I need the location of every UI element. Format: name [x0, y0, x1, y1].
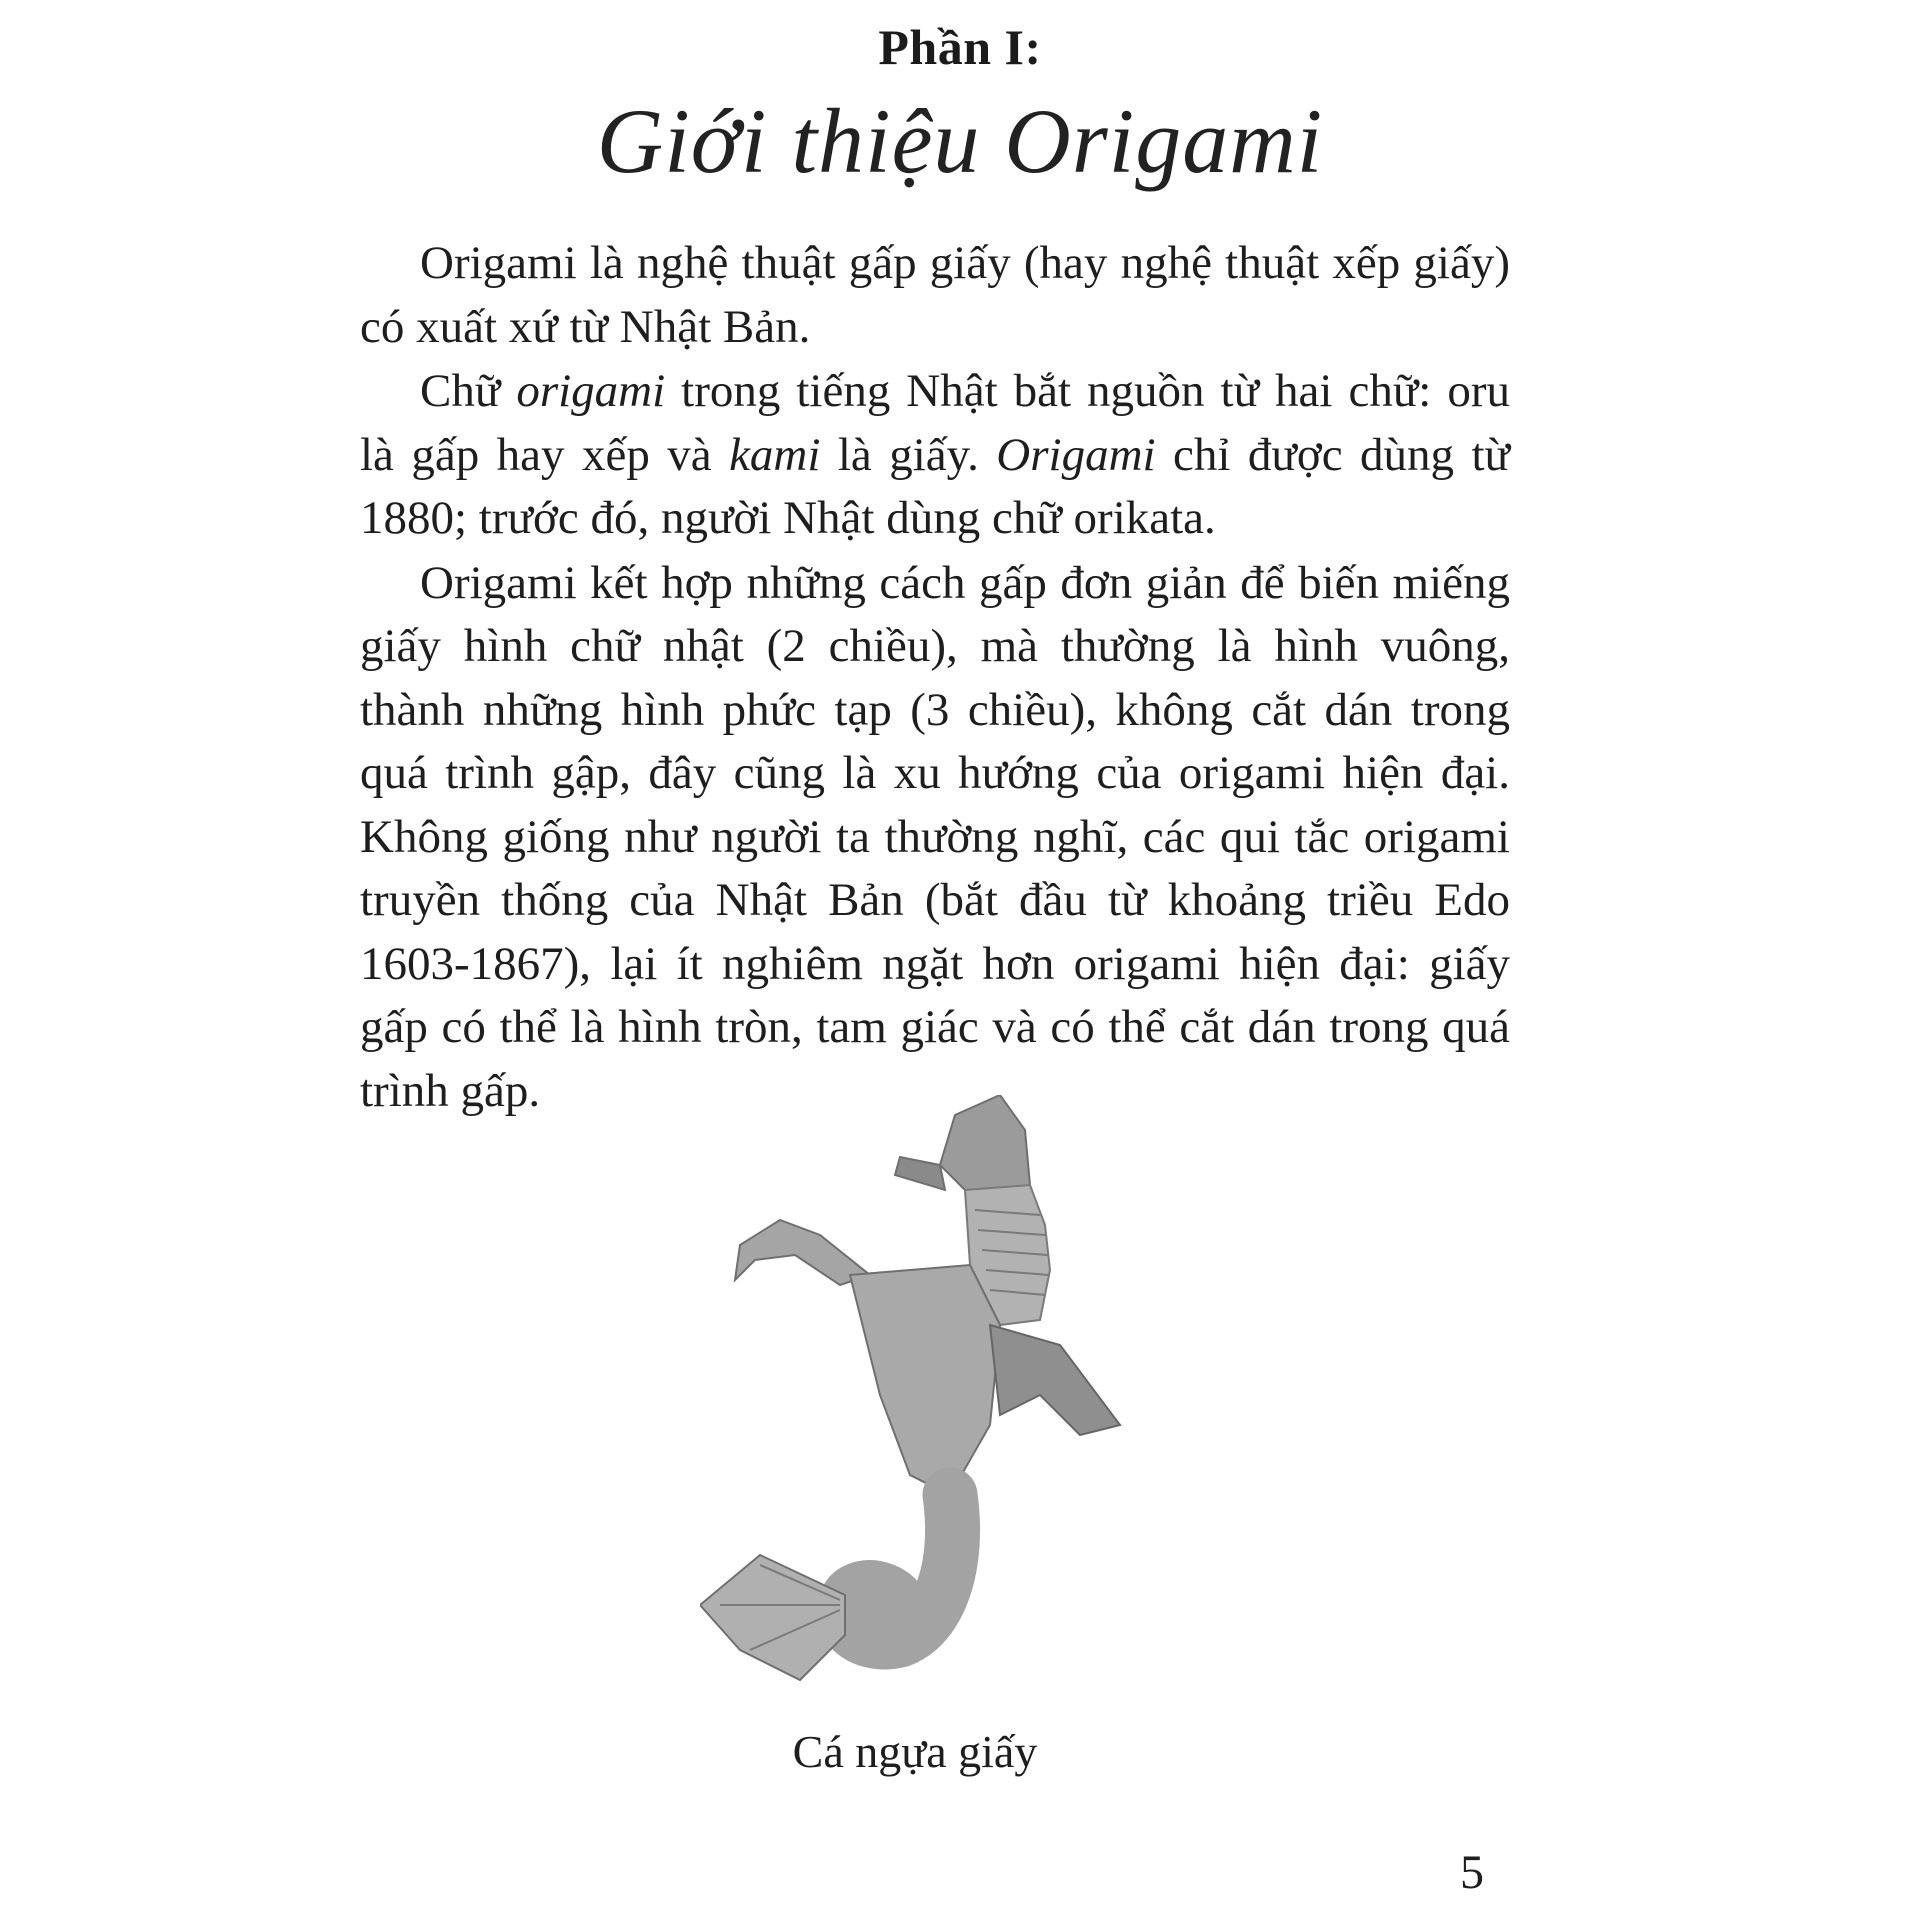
italic-term: Origami	[996, 428, 1156, 481]
origami-seahorse-figure	[700, 1095, 1180, 1695]
body-text	[360, 232, 1510, 1124]
text-segment: trong tiếng Nhật bắt nguồn từ hai chữ: oru là gấp hay xếp và	[360, 365, 1510, 481]
figure-caption: Cá ngựa giấy	[792, 1726, 1038, 1777]
seahorse-tail	[844, 1495, 953, 1642]
seahorse-wing	[990, 1325, 1120, 1435]
paragraph	[360, 360, 1510, 551]
origami-seahorse-illustration	[700, 1095, 1180, 1695]
seahorse-body	[850, 1265, 1000, 1495]
page-number: 5	[1460, 1846, 1484, 1899]
part-label: Phần I:	[878, 19, 1042, 75]
text-segment: Origami kết hợp những cách gấp đơn giản để biến miếng giấy hình chữ nhật (2 chiều), mà thường là hình vuông, thành những hình phức tạp (3 chiều), không cắt dán trong quá trình gập, đây cũng là xu hướng của origami hiện đại. Không giống như người ta thường nghĩ, các qui tắc origami truyền thống của Nhật Bản (bắt đầu từ khoảng triều Edo 1603-1867), lại ít nghiêm ngặt hơn origami hiện đại: giấy gấp có thể là hình tròn, tam giác và có thể cắt dán trong quá trình gấp.	[360, 556, 1510, 1117]
text-segment: Origami là nghệ thuật gấp giấy (hay nghệ thuật xếp giấy) có xuất xứ từ Nhật Bản.	[360, 237, 1510, 353]
italic-term: kami	[729, 428, 821, 481]
text-segment: chỉ được dùng từ 1880; trước đó, người Nhật dùng chữ orikata.	[360, 428, 1510, 544]
seahorse-snout	[895, 1157, 945, 1190]
text-segment: Chữ	[420, 365, 517, 417]
chapter-title: Giới thiệu Origami	[596, 90, 1324, 192]
text-segment: là giấy.	[820, 428, 997, 481]
paragraph	[360, 552, 1510, 1124]
paragraph	[360, 232, 1510, 359]
italic-term: origami	[516, 365, 666, 417]
